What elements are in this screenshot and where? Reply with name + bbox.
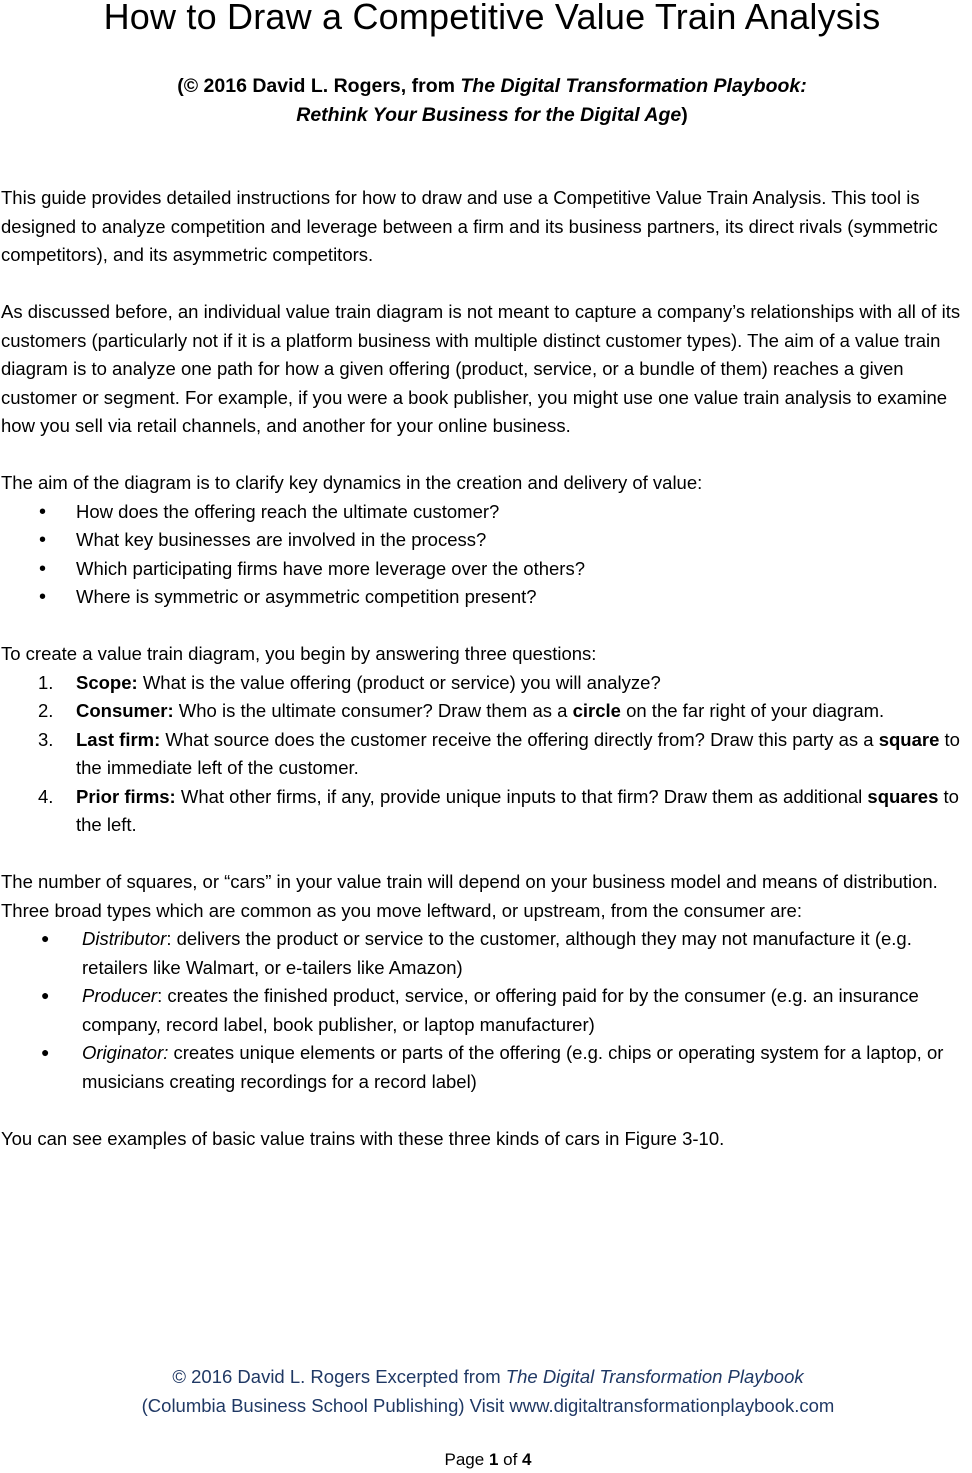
item-number: 2. — [38, 700, 54, 721]
item-term: Producer — [82, 985, 158, 1006]
list-item — [1, 669, 971, 698]
subtitle-suffix: ) — [681, 104, 688, 126]
list-item — [1, 697, 971, 726]
footer-line-2: (Columbia Business School Publishing) Visit www.digitaltransformationplaybook.com — [141, 1395, 835, 1416]
item-separator: : — [166, 928, 172, 949]
total-pages: 4 — [522, 1450, 532, 1469]
subtitle — [0, 72, 972, 130]
footer-copyright: © 2016 David L. Rogers Excerpted from — [172, 1366, 506, 1387]
list-item — [1, 1039, 971, 1096]
closing-paragraph: You can see examples of basic value trains with these three kinds of cars in Figure 3-10. — [1, 1127, 725, 1149]
item-text: to the left. — [76, 785, 959, 835]
item-number: 1. — [38, 671, 54, 693]
item-text: on the far right of your diagram. — [620, 700, 885, 721]
types-list — [1, 925, 971, 1096]
intro-paragraph-2: As discussed before, an individual value train diagram is not meant to capture a company’s relationships with all of its customers (particularly not if it is a platform business with multiple distinct customer types). The aim of a value train diagram is to analyze one path for how a given offering (product, service, or a bundle of them) reaches a given customer or segment. For example, if you were a book publisher, you might use one value train analysis to examine how you sell via retail channels, and another for your online business. — [1, 301, 961, 436]
item-separator: : — [157, 985, 163, 1006]
subtitle-prefix: (© 2016 David L. Rogers, from — [177, 75, 461, 97]
footer — [0, 1362, 972, 1420]
list-item — [1, 982, 971, 1039]
item-text: creates unique elements or parts of the offering (e.g. chips or operating system for a laptop, or musicians creating recordings for a record label) — [82, 1042, 944, 1092]
subtitle-book-subtitle: Rethink Your Business for the Digital Age — [296, 104, 682, 126]
footer-book-title: The Digital Transformation Playbook — [505, 1366, 804, 1387]
list-item: • What key businesses are involved in the process? — [1, 526, 971, 555]
list-item: • How does the offering reach the ultimate customer? — [1, 498, 971, 527]
page-number — [0, 1447, 972, 1473]
page-title: How to Draw a Competitive Value Train Analysis — [103, 0, 881, 37]
list-item: • Where is symmetric or asymmetric competition present? — [1, 583, 971, 612]
item-emphasis: square — [878, 728, 940, 750]
list-item — [1, 925, 971, 982]
item-text: creates the finished product, service, or offering paid for by the consumer (e.g. an insurance company, record label, book publisher, or laptop manufacturer) — [82, 985, 919, 1035]
body-content — [1, 184, 971, 1153]
item-term: Last firm: — [76, 728, 161, 750]
subtitle-line-2 — [0, 101, 972, 130]
item-text: What source does the customer receive the offering directly from? Draw this party as a — [160, 728, 879, 750]
subtitle-book-title: The Digital Transformation Playbook: — [460, 75, 807, 97]
list-item — [1, 726, 971, 783]
item-emphasis: squares — [867, 785, 939, 807]
subtitle-line-1 — [0, 72, 972, 101]
page-of-word: of — [498, 1450, 523, 1469]
page-word: Page — [444, 1450, 489, 1469]
list-item: • Which participating firms have more leverage over the others? — [1, 555, 971, 584]
item-term: Originator: — [82, 1042, 169, 1063]
item-term: Consumer: — [76, 700, 174, 721]
item-number: 4. — [38, 785, 54, 807]
item-term: Scope: — [76, 671, 138, 693]
item-term: Distributor — [82, 928, 167, 949]
item-emphasis: circle — [572, 700, 621, 721]
questions-list — [1, 669, 971, 840]
aims-list — [1, 498, 971, 612]
current-page: 1 — [488, 1450, 499, 1469]
intro-paragraph-1: This guide provides detailed instructions for how to draw and use a Competitive Value Train Analysis. This tool is designed to analyze competition and leverage between a firm and its business partners, its direct rivals (symmetric competitors), and its asymmetric competitors. — [1, 187, 938, 265]
footer-line-1 — [0, 1362, 972, 1391]
item-text: Who is the ultimate consumer? Draw them as a — [173, 700, 573, 721]
questions-lead: To create a value train diagram, you begin by answering three questions: — [1, 643, 597, 664]
item-text: to the immediate left of the customer. — [76, 728, 960, 778]
types-lead: The number of squares, or “cars” in your value train will depend on your business model and means of distribution. Three broad types which are common as you move leftward, or upstream, from the consumer are: — [1, 871, 938, 921]
item-text: delivers the product or service to the customer, although they may not manufacture it (e.g. retailers like Walmart, or e-tailers like Amazon) — [82, 928, 912, 978]
item-text: What other firms, if any, provide unique inputs to that firm? Draw them as additional — [175, 785, 868, 807]
list-item — [1, 783, 971, 840]
item-number: 3. — [38, 728, 54, 750]
item-text: What is the value offering (product or service) you will analyze? — [137, 671, 661, 693]
item-term: Prior firms: — [76, 785, 176, 807]
aims-lead: The aim of the diagram is to clarify key dynamics in the creation and delivery of value: — [1, 472, 703, 493]
